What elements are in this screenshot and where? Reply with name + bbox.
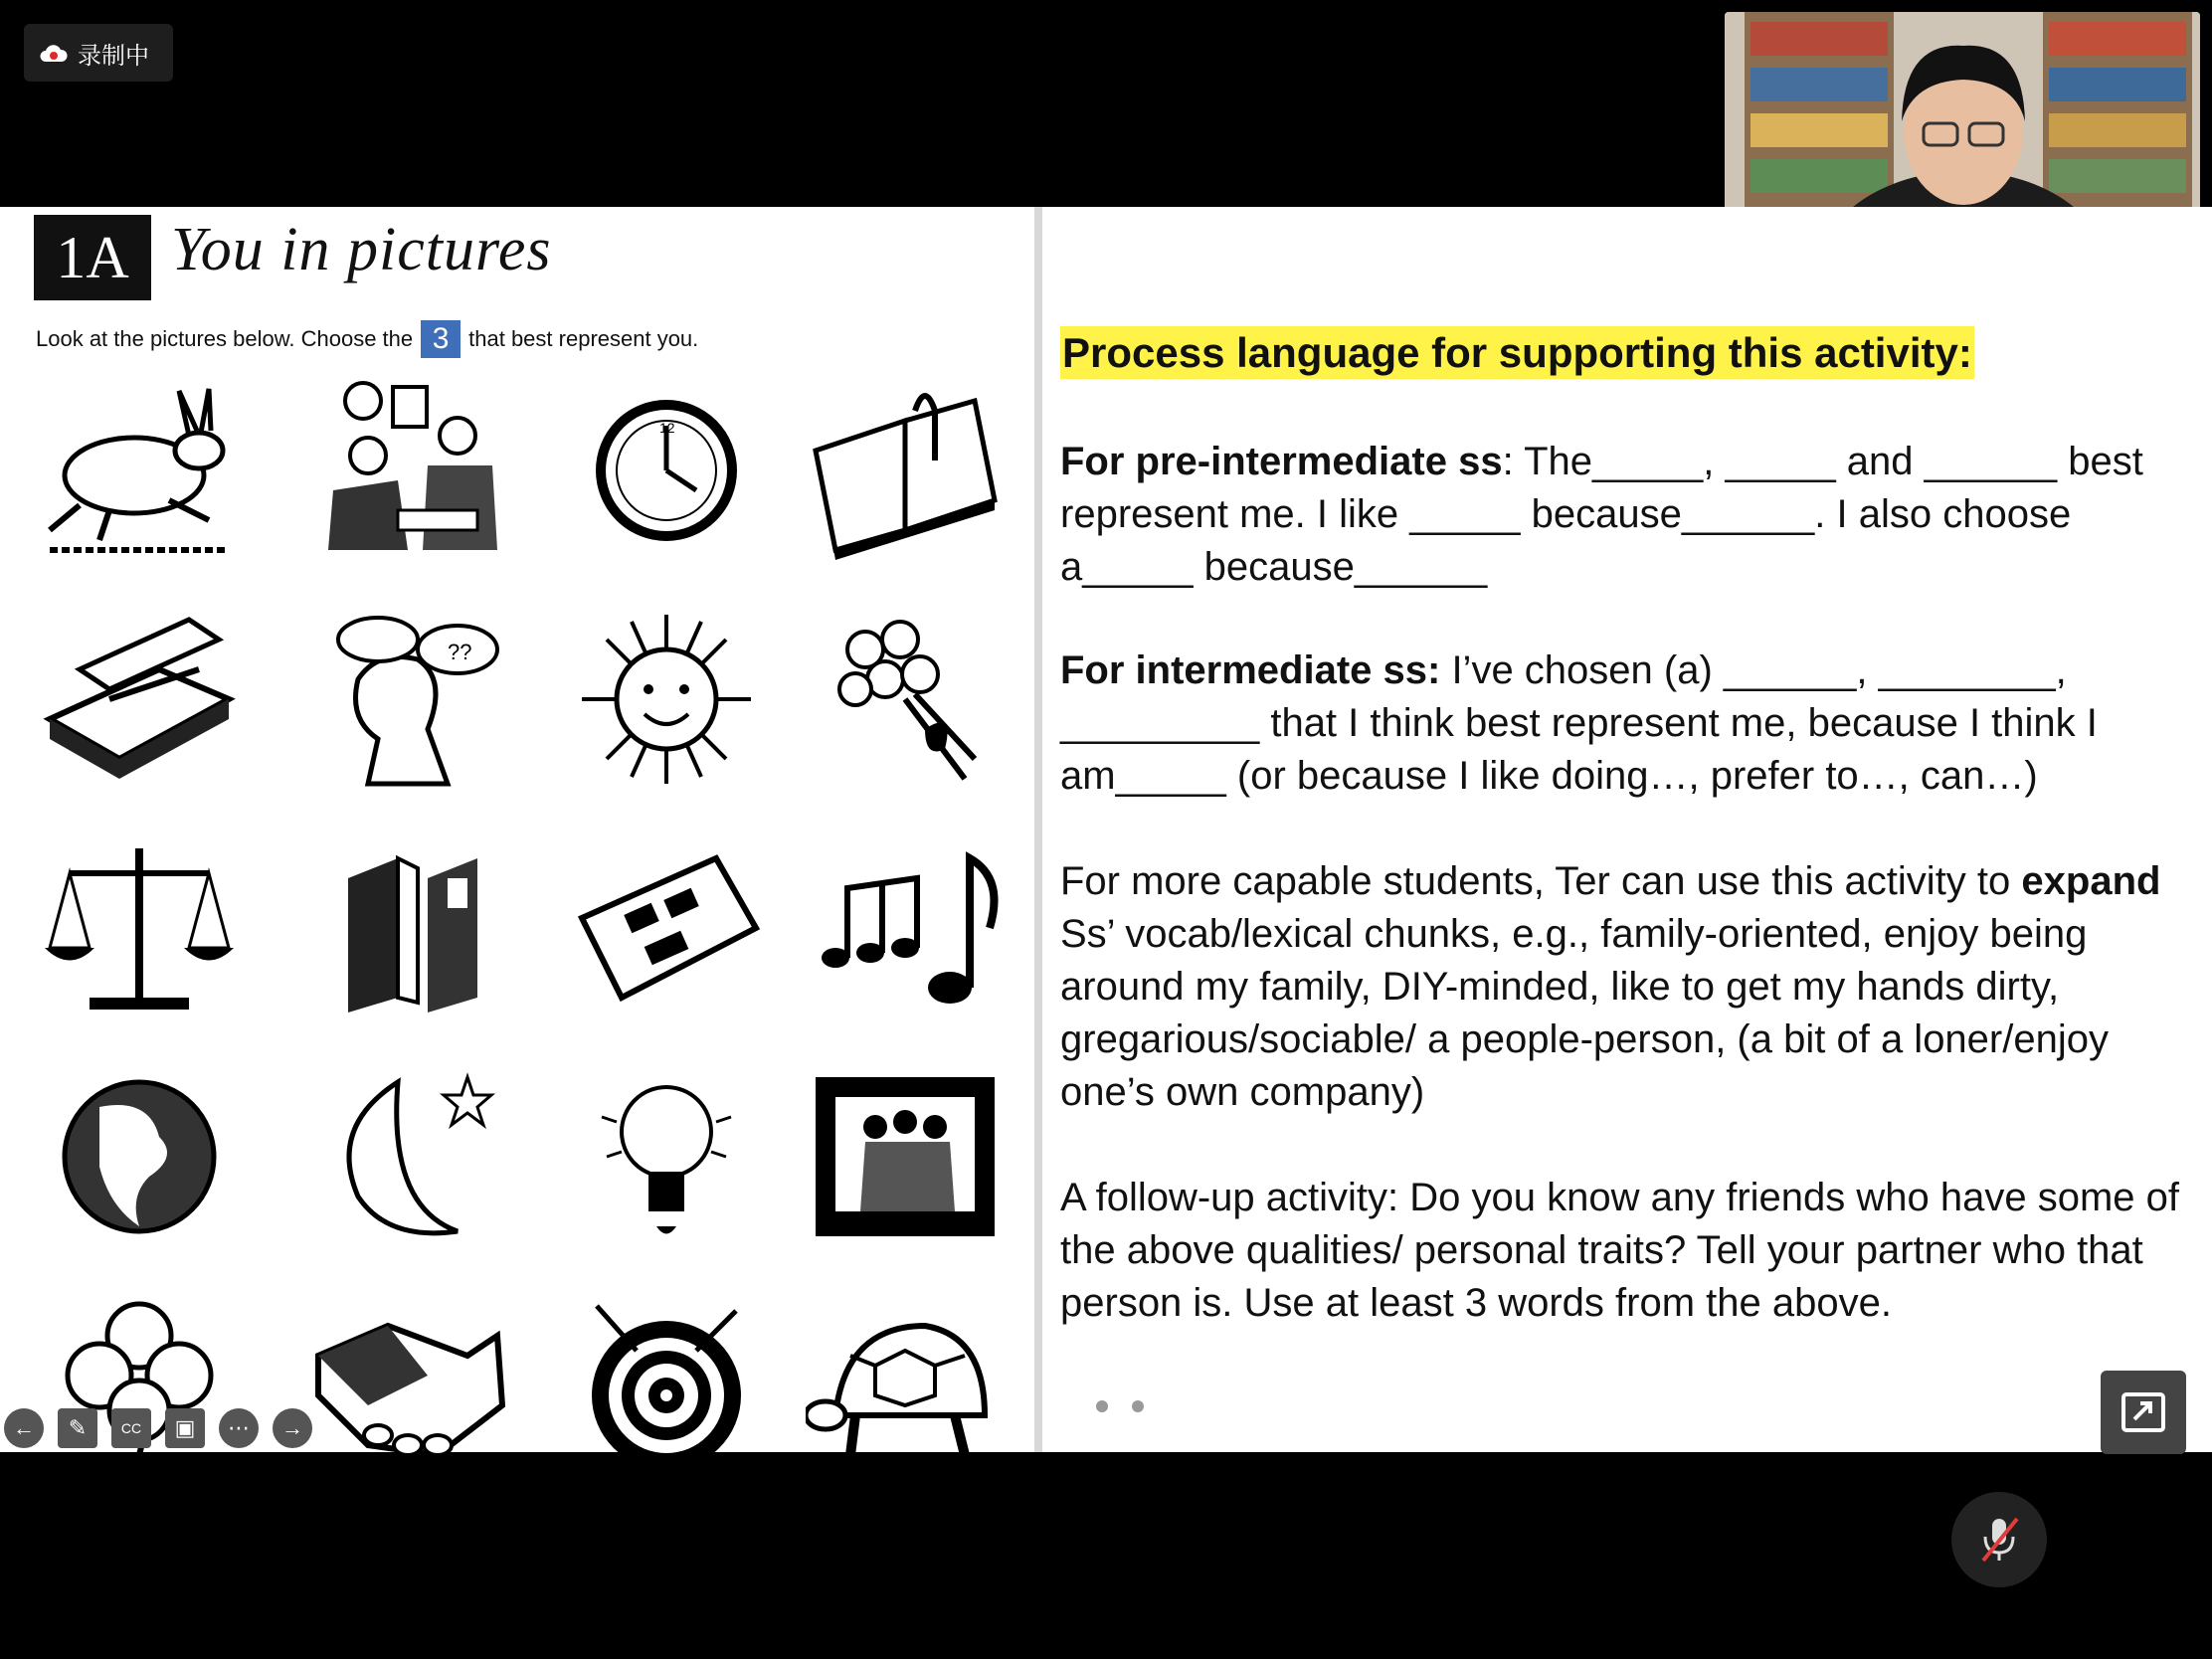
newspaper-icon [557, 829, 776, 1027]
globe-icon [30, 1057, 249, 1256]
previous-arrow-icon[interactable]: ← [4, 1408, 44, 1448]
rabbit-icon [30, 371, 249, 570]
dartboard-icon [557, 1286, 776, 1485]
cloud-record-icon [38, 42, 68, 64]
worksheet-panel [0, 207, 1034, 1452]
tortoise-icon [796, 1286, 1014, 1485]
files-icon [298, 829, 517, 1027]
closed-caption-icon[interactable]: CC [111, 1408, 151, 1448]
intermediate-text: I’ve chosen (a) ______, ________, _________ that I think best represent me, because I think I am_____ (or because I like doing…, prefer to…, can…) [1060, 648, 2098, 798]
process-language-panel [1060, 207, 2184, 1452]
page-indicator [1096, 1400, 1144, 1412]
pen-icon[interactable]: ✎ [58, 1408, 97, 1448]
handshake-icon [298, 1286, 517, 1485]
worksheet-title: You in pictures [171, 216, 552, 283]
book-icon [796, 371, 1014, 570]
follow-up-paragraph: A follow-up activity: Do you know any friends who have some of the above qualities/ personal traits? Tell your partner who that person is. Use at least 3 words from the above. [1060, 1176, 2179, 1325]
instruction-text-before: Look at the pictures below. Choose the [36, 326, 414, 351]
thoughts-head-icon [298, 600, 517, 799]
meeting-icon [298, 371, 517, 570]
clock-icon [557, 371, 776, 570]
sun-icon [557, 600, 776, 799]
toolbox-icon [30, 600, 249, 799]
slide-divider [1034, 207, 1042, 1452]
video-off-icon[interactable]: ▣ [165, 1408, 205, 1448]
capable-text-after: Ss’ vocab/lexical chunks, e.g., family-oriented, enjoy being around my family, DIY-minded, like to get my hands dirty, gregarious/sociable/ a people-person, (a bit of a loner/enjoy one’s own company) [1060, 912, 2109, 1114]
microphone-muted-icon[interactable] [1951, 1492, 2047, 1587]
share-annotate-icon[interactable] [2101, 1371, 2186, 1454]
page-dot[interactable] [1096, 1400, 1108, 1412]
annotation-toolbar [4, 1408, 312, 1448]
shared-screen [0, 207, 2212, 1452]
more-options-icon[interactable]: ⋯ [219, 1408, 259, 1448]
capable-students-paragraph [1060, 855, 2184, 1119]
worksheet-instruction [36, 320, 698, 358]
capable-text-before: For more capable students, Ter can use this activity to [1060, 859, 2022, 903]
music-notes-icon [796, 829, 1014, 1027]
svg-text:??: ?? [448, 640, 472, 664]
recording-badge[interactable] [24, 24, 173, 82]
intermediate-paragraph [1060, 645, 2184, 803]
family-photo-icon [796, 1057, 1014, 1256]
instruction-text-after: that best represent you. [468, 326, 699, 351]
next-arrow-icon[interactable]: → [273, 1408, 312, 1448]
pre-intermediate-label: For pre-intermediate ss [1060, 440, 1503, 483]
instruction-number: 3 [421, 320, 461, 358]
moon-star-icon [298, 1057, 517, 1256]
unit-number: 1A [34, 215, 151, 300]
intermediate-label: For intermediate ss: [1060, 648, 1441, 692]
svg-text:12: 12 [659, 420, 675, 436]
clover-icon [30, 1286, 249, 1485]
pre-intermediate-text: : The_____, _____ and ______ best represent me. I like _____ because______. I also choose a_____ because______ [1060, 440, 2143, 589]
bouquet-icon [796, 600, 1014, 799]
section-heading: Process language for supporting this activity: [1060, 326, 1974, 379]
pre-intermediate-paragraph [1060, 436, 2184, 594]
scales-icon [30, 829, 249, 1027]
page-dot[interactable] [1132, 1400, 1144, 1412]
lightbulb-icon [557, 1057, 776, 1256]
capable-bold-word: expand [2021, 859, 2161, 903]
recording-label: 录制中 [78, 41, 149, 70]
